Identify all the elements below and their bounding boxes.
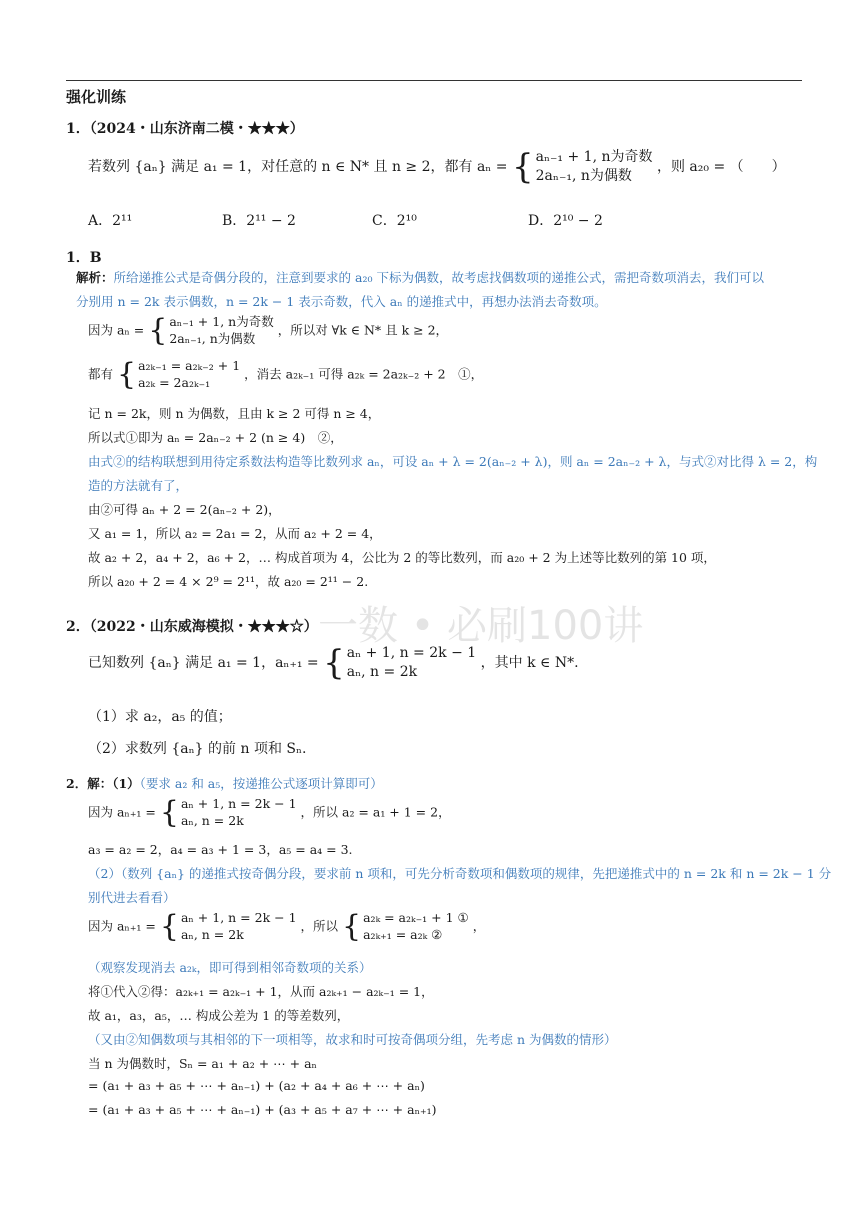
q1-option-c: C．2¹⁰ bbox=[372, 213, 417, 229]
header-rule bbox=[66, 80, 802, 81]
a1-line11: 故 a₂ + 2，a₄ + 2，a₆ + 2，… 构成首项为 4，公比为 2 的等比数列，而 a₂₀ + 2 为上述等比数列的第 10 项， bbox=[88, 550, 716, 565]
a2-line6: 因为 aₙ₊₁ = { aₙ + 1, n = 2k − 1 aₙ, n = 2k ，所以 { a₂ₖ = a₂ₖ₋₁ + 1 ① a₂ₖ₊₁ = a₂ₖ ② ， bbox=[88, 908, 486, 944]
q1-stem-prefix: 若数列 {aₙ} 满足 a₁ = 1，对任意的 n ∈ N* 且 n ≥ 2，都有 aₙ = bbox=[88, 158, 508, 175]
watermark: 一数 • 必刷100讲 bbox=[318, 603, 644, 649]
q1-case-even: 2aₙ₋₁, n为偶数 bbox=[535, 167, 632, 184]
q2-stem: 已知数列 {aₙ} 满足 a₁ = 1，aₙ₊₁ = { aₙ + 1, n = 2k − 1 aₙ, n = 2k ，其中 k ∈ N*. bbox=[88, 642, 579, 683]
a1-analysis-line1: 解析：所给递推公式是奇偶分段的，注意到要求的 a₂₀ 下标为偶数，故考虑找偶数项的递推公式，需把奇数项消去，我们可以 bbox=[76, 270, 764, 285]
a1-line6: 所以式①即为 aₙ = 2aₙ₋₂ + 2 (n ≥ 4) ②， bbox=[88, 430, 343, 445]
a2-piecewise-2: { aₙ + 1, n = 2k − 1 aₙ, n = 2k bbox=[159, 908, 297, 944]
a2-line7: （观察发现消去 a₂ₖ，即可得到相邻奇数项的关系） bbox=[88, 960, 372, 975]
a2-line8: 将①代入②得：a₂ₖ₊₁ = a₂ₖ₋₁ + 1，从而 a₂ₖ₊₁ − a₂ₖ₋₁ = 1， bbox=[88, 984, 434, 999]
q1-stem bbox=[88, 148, 786, 186]
a1-piecewise-1: { aₙ₋₁ + 1, n为奇数 2aₙ₋₁, n为偶数 bbox=[148, 312, 274, 348]
a1-line4: 都有 { a₂ₖ₋₁ = a₂ₖ₋₂ + 1 a₂ₖ = 2a₂ₖ₋₁ ，消去 a₂ₖ₋₁ 可得 a₂ₖ = 2a₂ₖ₋₂ + 2 ①， bbox=[88, 356, 484, 392]
a1-line10: 又 a₁ = 1，所以 a₂ = 2a₁ = 2，从而 a₂ + 2 = 4， bbox=[88, 526, 382, 541]
a1-system-1: { a₂ₖ₋₁ = a₂ₖ₋₂ + 1 a₂ₖ = 2a₂ₖ₋₁ bbox=[117, 356, 241, 392]
a1-answer: 1．B bbox=[66, 250, 102, 266]
a2-line4: （2）（数列 {aₙ} 的递推式按奇偶分段，要求前 n 项和，可先分析奇数项和偶数项的规律，先把递推式中的 n = 2k 和 n = 2k − 1 分 bbox=[88, 866, 832, 881]
q1-option-b: B．2¹¹ − 2 bbox=[222, 213, 296, 229]
a1-line7: 由式②的结构联想到用待定系数法构造等比数列求 aₙ，可设 aₙ + λ = 2(aₙ₋₂ + λ)，则 aₙ = 2aₙ₋₂ + λ，与式②对比得 λ = 2，构 bbox=[88, 454, 818, 469]
q1-piecewise: { aₙ₋₁ + 1, n为奇数 2aₙ₋₁, n为偶数 bbox=[512, 146, 653, 187]
a1-line9: 由②可得 aₙ + 2 = 2(aₙ₋₂ + 2)， bbox=[88, 502, 281, 517]
a2-line13: = (a₁ + a₃ + a₅ + ⋯ + aₙ₋₁) + (a₃ + a₅ + a₇ + ⋯ + aₙ₊₁) bbox=[88, 1102, 437, 1117]
a1-line12: 所以 a₂₀ + 2 = 4 × 2⁹ = 2¹¹，故 a₂₀ = 2¹¹ − 2. bbox=[88, 574, 369, 589]
a1-line5: 记 n = 2k，则 n 为偶数，且由 k ≥ 2 可得 n ≥ 4， bbox=[88, 406, 381, 421]
q2-piecewise: { aₙ + 1, n = 2k − 1 aₙ, n = 2k bbox=[323, 642, 477, 683]
q2-sub1: （1）求 a₂，a₅ 的值； bbox=[88, 709, 232, 725]
a2-line3: a₃ = a₂ = 2，a₄ = a₃ + 1 = 3，a₅ = a₄ = 3. bbox=[88, 842, 353, 857]
q2-sub2: （2）求数列 {aₙ} 的前 n 项和 Sₙ. bbox=[88, 741, 307, 757]
a1-analysis-label: 解析： bbox=[76, 270, 114, 285]
q1-header: 1．（2024・山东济南二模・★★★） bbox=[66, 121, 304, 137]
a2-line9: 故 a₁，a₃，a₅，… 构成公差为 1 的等差数列， bbox=[88, 1008, 350, 1023]
a1-line8: 造的方法就有了， bbox=[88, 478, 189, 493]
a2-line2: 因为 aₙ₊₁ = { aₙ + 1, n = 2k − 1 aₙ, n = 2k ，所以 a₂ = a₁ + 1 = 2， bbox=[88, 794, 451, 830]
a1-analysis-line2: 分别用 n = 2k 表示偶数，n = 2k − 1 表示奇数，代入 aₙ 的递推式中，再想办法消去奇数项。 bbox=[76, 294, 607, 309]
q1-option-a: A．2¹¹ bbox=[88, 213, 133, 229]
q2-header: 2．（2022・山东威海模拟・★★★☆） bbox=[66, 619, 318, 635]
section-title: 强化训练 bbox=[66, 88, 127, 106]
a2-line11: 当 n 为偶数时，Sₙ = a₁ + a₂ + ⋯ + aₙ bbox=[88, 1056, 317, 1071]
a1-line3: 因为 aₙ = { aₙ₋₁ + 1, n为奇数 2aₙ₋₁, n为偶数 ，所以对 ∀k ∈ N* 且 k ≥ 2， bbox=[88, 312, 449, 348]
a2-line5: 别代进去看看） bbox=[88, 890, 176, 905]
q1-stem-suffix: ，则 a₂₀ = （ ） bbox=[656, 158, 786, 175]
a2-system-1: { a₂ₖ = a₂ₖ₋₁ + 1 ① a₂ₖ₊₁ = a₂ₖ ② bbox=[342, 908, 469, 944]
a2-line12: = (a₁ + a₃ + a₅ + ⋯ + aₙ₋₁) + (a₂ + a₄ + a₆ + ⋯ + aₙ) bbox=[88, 1078, 425, 1093]
q1-option-d: D．2¹⁰ − 2 bbox=[528, 213, 603, 229]
a2-head: 2．解：（1）（要求 a₂ 和 a₅，按递推公式逐项计算即可） bbox=[66, 776, 383, 791]
q1-case-odd: aₙ₋₁ + 1, n为奇数 bbox=[535, 149, 653, 165]
a2-piecewise-1: { aₙ + 1, n = 2k − 1 aₙ, n = 2k bbox=[159, 794, 297, 830]
a2-line10: （又由②知偶数项与其相邻的下一项相等，故求和时可按奇偶项分组，先考虑 n 为偶数的情形） bbox=[88, 1032, 617, 1047]
